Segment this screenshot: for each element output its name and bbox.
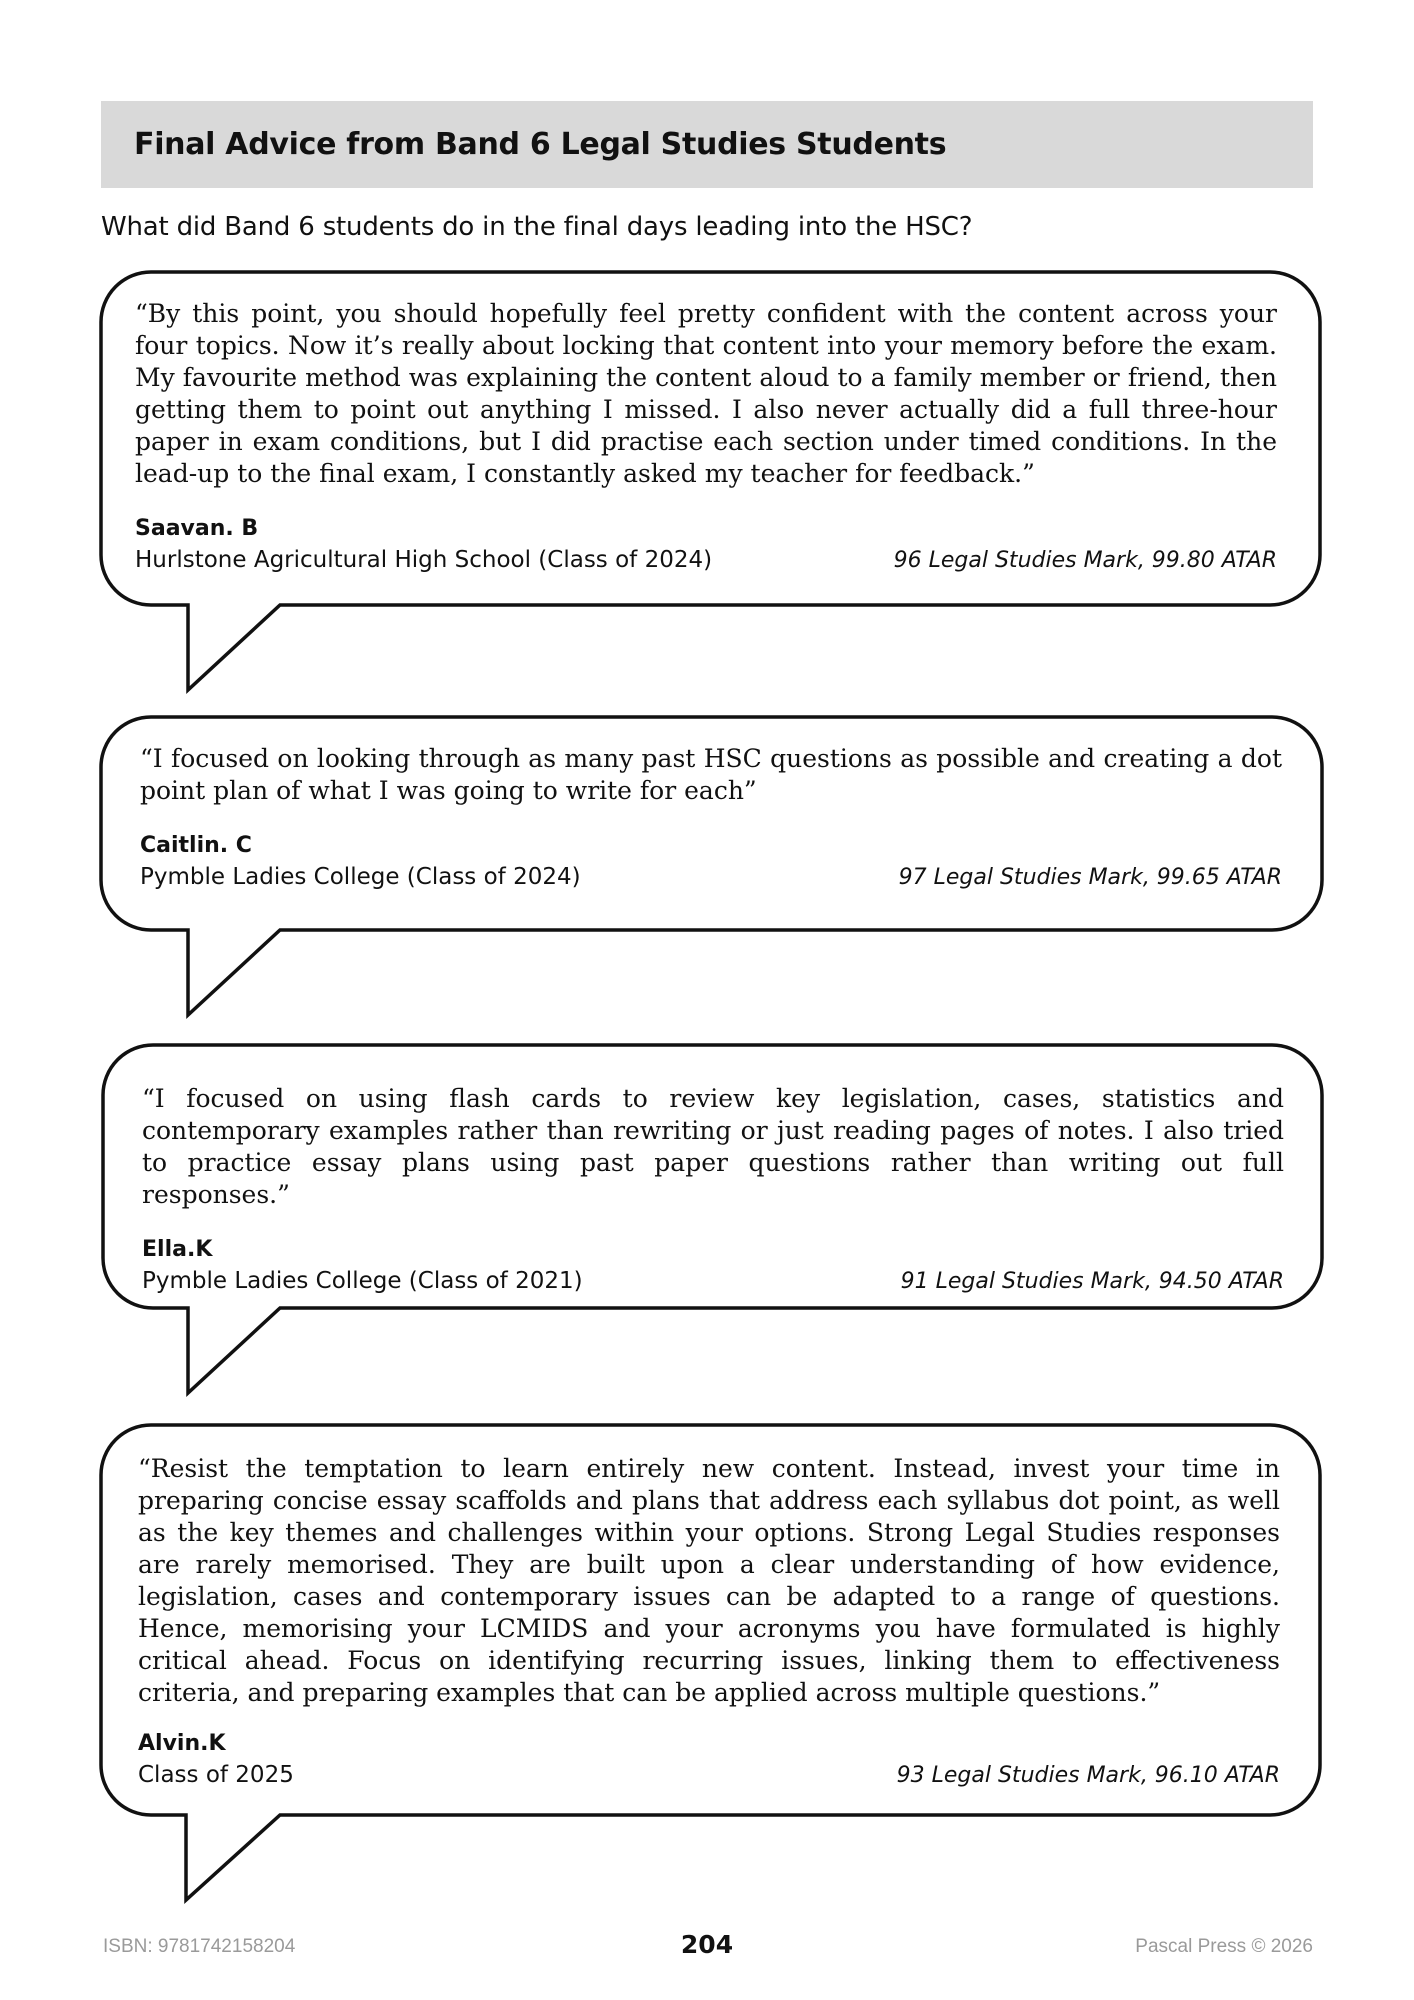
student-school: Pymble Ladies College (Class of 2024) <box>140 864 581 890</box>
testimonial-quote: “I focused on looking through as many past HSC questions as possible and creating a dot point plan of what I was going to write for each” <box>140 744 1282 805</box>
page-number: 204 <box>680 1930 734 1959</box>
student-info <box>138 1759 1280 1792</box>
student-result: 93 Legal Studies Mark, 96.10 ATAR <box>896 1763 1280 1788</box>
testimonial-quote: “By this point, you should hopefully feel pretty confident with the content across your four topics. Now it’s really about locking that content into your memory before the exam. My favourite method was explaining the content aloud to a family member or friend, then getting them to point out anything I missed. I also never actually did a full three-hour paper in exam conditions, but I did practise each section under timed conditions. In the lead-up to the final exam, I constantly asked my teacher for feedback.” <box>135 299 1277 488</box>
footer-publisher: Pascal Press © 2026 <box>1135 1936 1313 1957</box>
student-result: 91 Legal Studies Mark, 94.50 ATAR <box>900 1269 1284 1294</box>
student-name: Saavan. B <box>135 516 259 541</box>
testimonial-quote: “Resist the temptation to learn entirely new content. Instead, invest your time in preparing concise essay scaffolds and plans that address each syllabus dot point, as well as the key themes and challenges within your options. Strong Legal Studies responses are rarely memorised. They are built upon a clear understanding of how evidence, legislation, cases and contemporary issues can be adapted to a range of questions. Hence, memorising your LCMIDS and your acronyms you have formulated is highly critical ahead. Focus on identifying recurring issues, linking them to effectiveness criteria, and preparing examples that can be applied across multiple questions.” <box>138 1454 1280 1707</box>
testimonial-quote: “I focused on using flash cards to review key legislation, cases, statistics and contemporary examples rather than rewriting or just reading pages of notes. I also tried to practice essay plans using past paper questions rather than writing out full responses.” <box>142 1084 1284 1209</box>
student-school: Class of 2025 <box>138 1762 294 1788</box>
student-name: Alvin.K <box>138 1731 226 1756</box>
testimonial-alvin <box>138 1453 1280 1792</box>
testimonial-saavan <box>135 298 1277 577</box>
footer-isbn: ISBN: 9781742158204 <box>103 1936 296 1957</box>
page-title: Final Advice from Band 6 Legal Studies Students <box>134 127 947 162</box>
student-school: Hurlstone Agricultural High School (Class of 2024) <box>135 547 713 573</box>
testimonial-caitlin <box>140 743 1282 894</box>
student-school: Pymble Ladies College (Class of 2021) <box>142 1268 583 1294</box>
student-info <box>135 544 1277 577</box>
student-info <box>142 1265 1284 1298</box>
student-result: 97 Legal Studies Mark, 99.65 ATAR <box>898 865 1282 890</box>
testimonial-ella <box>142 1083 1284 1298</box>
section-subtitle: What did Band 6 students do in the final days leading into the HSC? <box>101 212 973 242</box>
student-info <box>140 861 1282 894</box>
student-name: Caitlin. C <box>140 833 252 858</box>
student-result: 96 Legal Studies Mark, 99.80 ATAR <box>893 548 1277 573</box>
student-name: Ella.K <box>142 1237 213 1262</box>
